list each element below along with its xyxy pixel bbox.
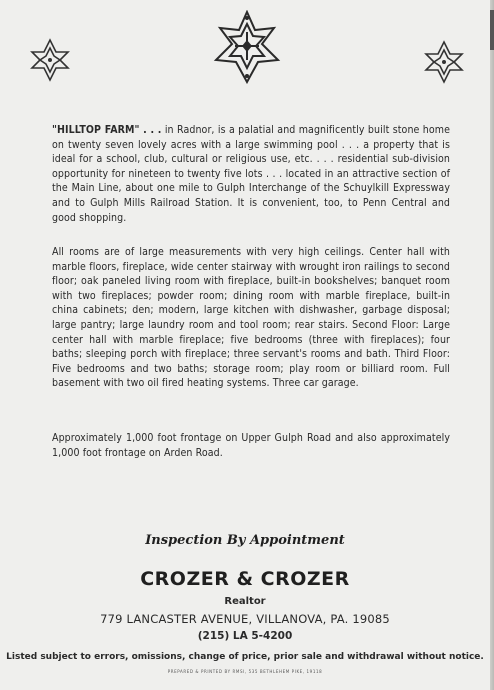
- description-paragraph-3: Approximately 1,000 foot frontage on Upper Gulph Road and also approximately 1,000 foot frontage on Arden Road.: [52, 433, 451, 459]
- description-paragraph-1: [52, 124, 450, 226]
- realtor-address: 779 LANCASTER AVENUE, VILLANOVA, PA. 19085: [100, 612, 390, 626]
- snowflake-left-icon: [30, 38, 70, 82]
- inspection-note: Inspection By Appointment: [145, 533, 345, 548]
- snowflake-right-icon: [424, 40, 464, 84]
- disclaimer: Listed subject to errors, omissions, change of price, prior sale and withdrawal without notice.: [6, 652, 484, 662]
- printer-credit: PREPARED & PRINTED BY RMSI, 535 BETHLEHEM PIKE, 19118: [167, 669, 323, 674]
- description-paragraph-2: All rooms are of large measurements with very high ceilings. Center hall with marble floors, fireplace, wide center stairway with wrought iron railings to second floor; oak paneled living room with fireplace, built-in bookshelves; banquet room with two fireplaces; powder room; dining room with marble fireplace, built-in china cabinets; den; modern, large kitchen with dishwasher, garbage disposal; large pantry; large laundry room and tool room; rear stairs. Second Floor: Large center hall with marble fireplace; five bedrooms (three with fireplaces); four baths; sleeping porch with fireplace; three servant's rooms and bath. Third Floor: Five bedrooms and two baths; storage room; play room or billiard room. Full basement with two oil fired heating systems. Three car garage.: [52, 247, 451, 390]
- realtor-phone: (215) LA 5-4200: [197, 630, 293, 642]
- snowflake-center-icon: [212, 10, 282, 84]
- realtor-role: Realtor: [224, 596, 266, 607]
- realtor-firm-name: CROZER & CROZER: [140, 568, 350, 590]
- edge-shadow: [490, 10, 494, 50]
- property-name: "HILLTOP FARM" . . .: [52, 125, 162, 136]
- description-text-1: in Radnor, is a palatial and magnificently built stone home on twenty seven lovely acres with a large swimming pool . . . a property that is ideal for a school, club, cultural or religious use, etc. . . . residential sub-division opportunity for nineteen to twenty five lots . . . located in an attractive section of the Main Line, about one mile to Gulph Interchange of the Schuylkill Expressway and to Gulph Mills Railroad Station. It is convenient, too, to Penn Central and good shopping.: [52, 125, 451, 224]
- page-edge: [490, 0, 494, 690]
